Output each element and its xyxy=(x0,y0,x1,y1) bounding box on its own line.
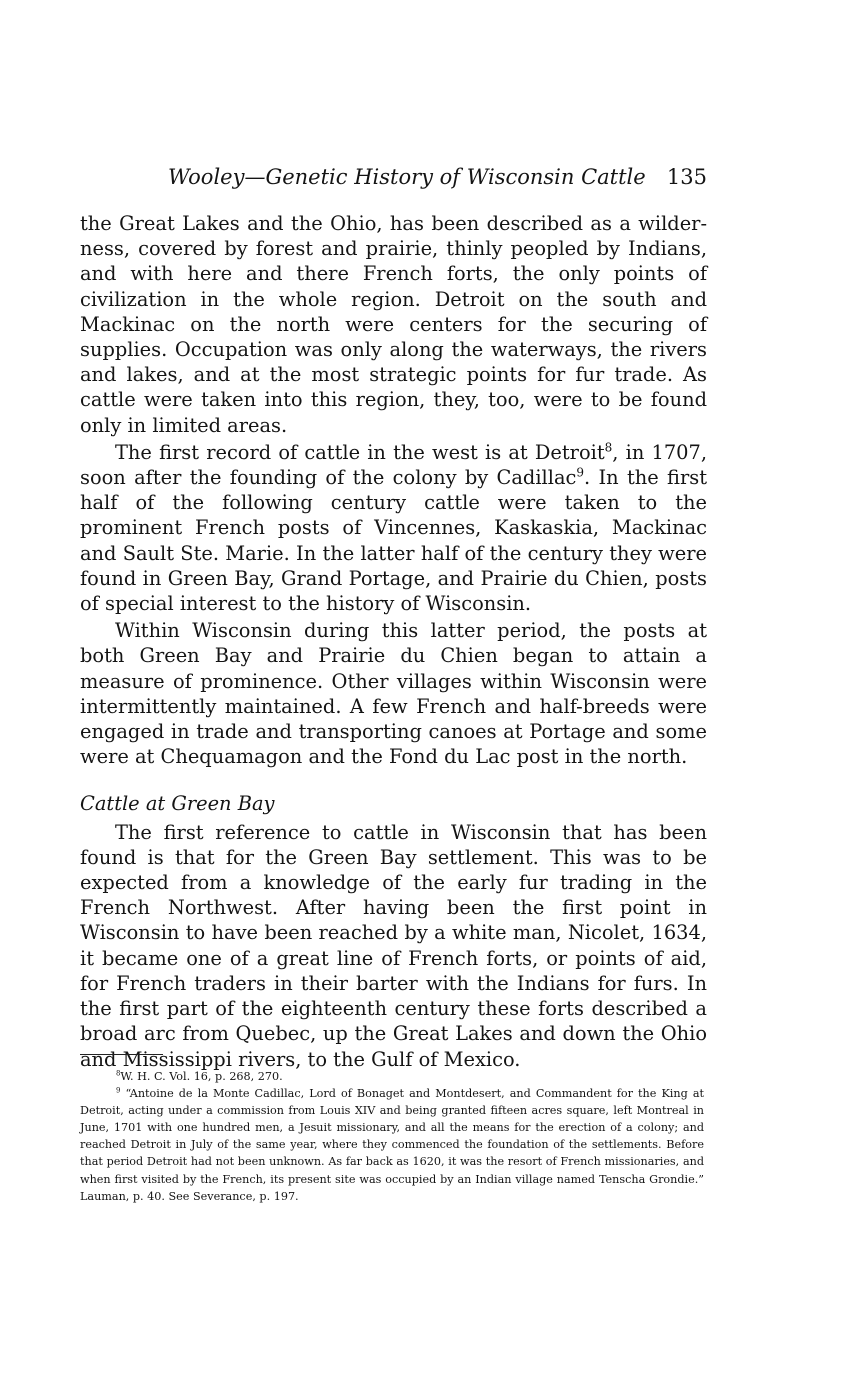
footnotes xyxy=(80,1068,704,1205)
section-heading: Cattle at Green Bay xyxy=(80,792,275,816)
footnote-text: W. H. C. Vol. 16, p. 268, 270. xyxy=(120,1070,283,1083)
footnote-reference-8: 8 xyxy=(604,440,613,455)
body-text xyxy=(80,211,707,1072)
footnote-9 xyxy=(80,1085,704,1205)
footnote-mark-8: 8 xyxy=(116,1069,121,1078)
running-title: Wooley—Genetic History of Wisconsin Cattle xyxy=(168,165,646,189)
running-head xyxy=(168,162,713,192)
footnote-reference-9: 9 xyxy=(576,465,585,480)
page-number: 135 xyxy=(666,165,707,189)
paragraph-green-bay: The first reference to cattle in Wisconsin that has been found is that for the Green Bay settlement. This was to be expected from a knowledge of the early fur trading in the French Northwest. After having been the first point in Wisconsin to have been reached by a white man, Nicolet, 1634, it became one of a great line of French forts, or points of aid, for French traders in their barter with the Indians for furs. In the first part of the eighteenth century these forts described a broad arc from Quebec, up the Great Lakes and down the Ohio and Mississippi rivers, to the Gulf of Mexico. xyxy=(80,820,707,1071)
paragraph-text: . In the first half of the following century cattle were taken to the prominent French posts of Vincennes, Kaskaskia, Mackinac and Sault Ste. Marie. In the latter half of the century they were found in Green Bay, Grand Portage, and Prairie du Chien, posts of special interest to the history of Wisconsin. xyxy=(80,466,707,616)
paragraph-continued: the Great Lakes and the Ohio, has been described as a wilderness, covered by forest and prairie, thinly peopled by Indians, and with here and there French forts, the only points of civilization in the whole region. Detroit on the south and Mackinac on the north were centers for the securing of supplies. Occupation was only along the waterways, the rivers and lakes, and at the most strategic points for fur trade. As cattle were taken into this region, they, too, were to be found only in limited areas. xyxy=(80,212,707,437)
footnote-divider xyxy=(80,1054,163,1055)
paragraph-first-record xyxy=(80,440,707,616)
footnote-mark-9: 9 xyxy=(116,1086,121,1095)
paragraph-text: The first record of cattle in the west is at Detroit xyxy=(115,440,605,464)
footnote-8 xyxy=(80,1068,704,1085)
paragraph-text: , in 1707, soon after the founding of the colony by Cadillac xyxy=(80,440,707,490)
footnote-text: “Antoine de la Monte Cadillac, Lord of Bonaget and Montdesert, and Commandent for the King at Detroit, acting under a commission from Louis XIV and being granted fifteen acres square, left Montreal in June, 1701 with one hundred men, a Jesuit missionary, and all the means for the erection of a colony; and reached Detroit in July of the same year, where they commenced the foundation of the settlements. Before that period Detroit had not been unknown. As far back as 1620, it was the resort of French missionaries, and when first visited by the French, its present site was occupied by an Indian village named Tenscha Grondie.” Lauman, p. 40. See Severance, p. 197. xyxy=(80,1087,704,1203)
paragraph-within-wisconsin: Within Wisconsin during this latter period, the posts at both Green Bay and Prairie du Chien began to attain a measure of prominence. Other villages within Wisconsin were intermittently maintained. A few French and half-breeds were engaged in trade and transporting canoes at Portage and some were at Chequamagon and the Fond du Lac post in the north. xyxy=(80,619,707,769)
